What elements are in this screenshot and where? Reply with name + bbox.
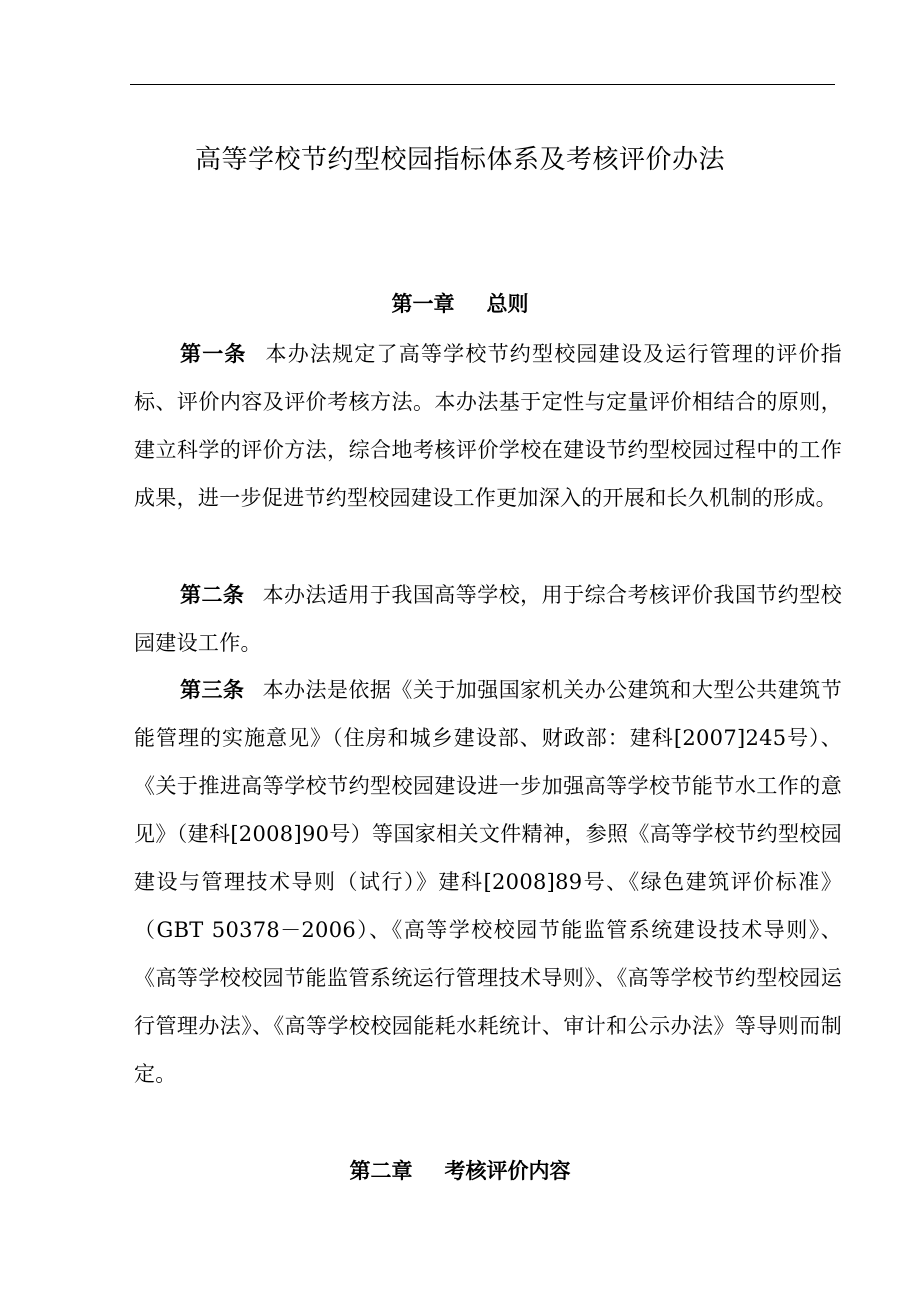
article-label: 第一条 [180,341,247,366]
document-title: 高等学校节约型校园指标体系及考核评价办法 [194,145,725,175]
article-2 [134,571,842,667]
article-text: 本办法是依据《关于加强国家机关办公建筑和大型公共建筑节能管理的实施意见》（住房和城乡建设部、财政部：建科[2007]245号）、《关于推进高等学校节约型校园建设进一步加强高等学校节能节水工作的意见》（建科[2008]90号）等国家相关文件精神，参照《高等学校节约型校园建设与管理技术导则（试行）》建科[2008]89号、《绿色建筑评价标准》（GBT 50378－2006）、《高等学校校园节能监管系统建设技术导则》、《高等学校校园节能监管系统运行管理技术导则》、《高等学校节约型校园运行管理办法》、《高等学校校园能耗水耗统计、审计和公示办法》等导则而制定。 [134,678,842,1086]
header-rule [130,84,835,85]
chapter-number: 第二章 [349,1158,413,1183]
chapter-heading-1 [0,284,920,324]
article-1 [134,330,842,522]
chapter-heading-2 [0,1151,920,1191]
article-3 [134,666,842,1098]
article-label: 第二条 [180,582,245,607]
chapter-name: 总则 [486,291,529,316]
article-text: 本办法规定了高等学校节约型校园建设及运行管理的评价指标、评价内容及评价考核方法。本办法基于定性与定量评价相结合的原则，建立科学的评价方法，综合地考核评价学校在建设节约型校园过程中的工作成果，进一步促进节约型校园建设工作更加深入的开展和长久机制的形成。 [134,342,842,510]
chapter-name: 考核评价内容 [444,1158,571,1183]
article-text: 本办法适用于我国高等学校，用于综合考核评价我国节约型校园建设工作。 [134,583,842,655]
article-label: 第三条 [180,677,245,702]
chapter-number: 第一章 [391,291,455,316]
